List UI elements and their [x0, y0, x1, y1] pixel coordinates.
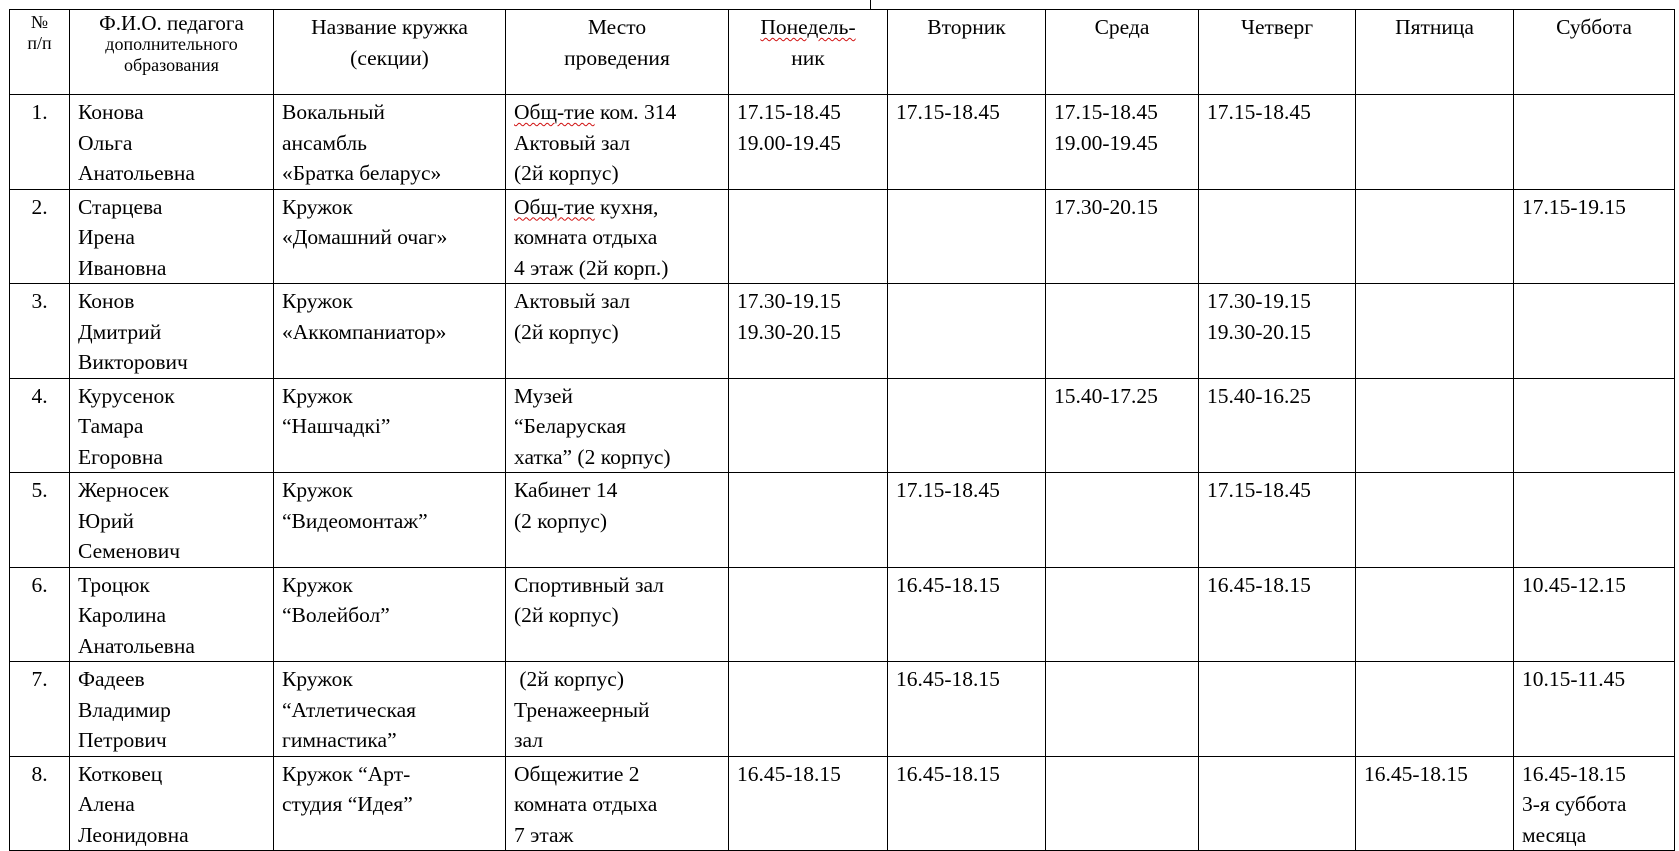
cell-saturday-line: 10.15-11.45 [1522, 667, 1626, 691]
table-row [10, 189, 1675, 284]
cell-teacher-line: Ивановна [78, 255, 167, 280]
cell-thursday [1199, 284, 1356, 379]
cell-club-line: «Домашний очаг» [282, 225, 448, 249]
header-saturday-line: Суббота [1556, 15, 1632, 39]
cell-tuesday-line: 16.45-18.15 [896, 572, 1000, 597]
cell-friday-line: 16.45-18.15 [1364, 761, 1468, 786]
spellcheck-word: Понедель- [760, 15, 856, 39]
cell-wednesday [1046, 567, 1199, 662]
cell-teacher-line: Конов [78, 289, 135, 313]
cell-club-line: “Атлетическая [282, 697, 417, 722]
header-saturday [1514, 10, 1675, 95]
cell-monday [729, 567, 888, 662]
cell-teacher-line: Семенович [78, 539, 181, 563]
header-thursday-line: Четверг [1240, 15, 1314, 39]
cell-num: 2. [10, 189, 70, 284]
cell-num: 5. [10, 473, 70, 568]
cell-place [506, 189, 729, 284]
cell-thursday-line: 17.15-18.45 [1207, 478, 1311, 502]
cell-thursday-line: 17.30-19.15 [1207, 289, 1311, 313]
header-fio-main: Ф.И.О. педагога [99, 11, 244, 35]
cell-club [274, 662, 506, 757]
cell-club-line: Кружок [282, 478, 353, 502]
cell-teacher-line: Алена [78, 792, 135, 816]
cell-place-line: Актовый зал [514, 130, 630, 155]
schedule-body [10, 95, 1675, 851]
cell-teacher [70, 756, 274, 851]
cell-teacher-line: Котковец [78, 761, 163, 786]
cell-saturday-line: 10.45-12.15 [1522, 572, 1626, 597]
cell-num: 8. [10, 756, 70, 851]
cell-place-line: Спортивный зал [514, 572, 664, 597]
cell-thursday-line: 19.30-20.15 [1207, 319, 1311, 344]
spellcheck-word: Общ-тие [514, 194, 595, 219]
cell-friday [1356, 95, 1514, 190]
cell-place [506, 95, 729, 190]
cell-club-line: «Аккомпаниатор» [282, 319, 447, 344]
cell-teacher-line: Ольга [78, 130, 133, 155]
cell-club-line: Вокальный [282, 100, 385, 124]
cell-club-line: ансамбль [282, 130, 367, 155]
cell-wednesday-line: 19.00-19.45 [1054, 130, 1158, 155]
header-monday-line: ник [791, 45, 825, 70]
cell-teacher-line: Владимир [78, 697, 171, 722]
table-row [10, 756, 1675, 851]
cell-tuesday [888, 284, 1046, 379]
header-num-line: п/п [27, 33, 52, 53]
cell-monday [729, 473, 888, 568]
cell-teacher-line: Жерносек [78, 478, 170, 502]
cell-tuesday [888, 378, 1046, 473]
cell-place-line: Музей [514, 383, 573, 408]
cell-monday-line: 17.30-19.15 [737, 289, 841, 313]
cell-thursday [1199, 756, 1356, 851]
cell-place [506, 662, 729, 757]
cell-tuesday [888, 473, 1046, 568]
table-row [10, 662, 1675, 757]
cell-place-line: Общ-тие ком. 314 [514, 100, 677, 124]
cell-place-line: Актовый зал [514, 289, 630, 313]
cell-thursday [1199, 662, 1356, 757]
cell-club-line: гимнастика” [282, 728, 397, 752]
page-margin-mark [870, 0, 871, 9]
cell-place-line: Тренажеерный [514, 697, 650, 722]
cell-monday [729, 378, 888, 473]
cell-friday [1356, 662, 1514, 757]
cell-place-line: (2 корпус) [514, 508, 608, 533]
cell-thursday [1199, 473, 1356, 568]
cell-teacher-line: Анатольевна [78, 633, 195, 658]
header-wednesday-line: Среда [1094, 15, 1150, 39]
cell-monday-line: 16.45-18.15 [737, 761, 841, 786]
cell-teacher-line: Егоровна [78, 444, 163, 469]
cell-club-line: Кружок [282, 667, 353, 691]
schedule-table [9, 9, 1675, 851]
cell-place-line: (2й корпус) [514, 161, 619, 185]
cell-place-line: 7 этаж [514, 822, 574, 847]
cell-tuesday-line: 17.15-18.45 [896, 478, 1000, 502]
cell-place-line: “Беларуская [514, 414, 627, 438]
header-club-line: Название кружка [311, 15, 468, 39]
cell-monday [729, 284, 888, 379]
header-place-line: Место [587, 15, 647, 39]
cell-wednesday [1046, 189, 1199, 284]
cell-wednesday [1046, 284, 1199, 379]
cell-place [506, 284, 729, 379]
table-row [10, 567, 1675, 662]
cell-teacher-line: Юрий [78, 508, 134, 533]
cell-num: 3. [10, 284, 70, 379]
table-row [10, 284, 1675, 379]
cell-thursday-line: 16.45-18.15 [1207, 572, 1311, 597]
cell-teacher-line: Старцева [78, 194, 163, 219]
cell-teacher [70, 473, 274, 568]
cell-wednesday [1046, 756, 1199, 851]
header-num [10, 10, 70, 95]
cell-tuesday [888, 189, 1046, 284]
header-thursday [1199, 10, 1356, 95]
cell-tuesday [888, 662, 1046, 757]
header-num-line: № [30, 12, 49, 32]
cell-place-line: Кабинет 14 [514, 478, 618, 502]
table-row [10, 378, 1675, 473]
cell-saturday-line: месяца [1522, 822, 1587, 847]
cell-monday [729, 756, 888, 851]
cell-saturday [1514, 284, 1675, 379]
cell-club-line: “Видеомонтаж” [282, 508, 428, 533]
cell-saturday [1514, 756, 1675, 851]
cell-tuesday [888, 567, 1046, 662]
header-wednesday [1046, 10, 1199, 95]
cell-teacher-line: Курусенок [78, 383, 175, 408]
cell-monday [729, 189, 888, 284]
cell-monday-line: 19.30-20.15 [737, 319, 841, 344]
cell-wednesday [1046, 95, 1199, 190]
cell-club [274, 756, 506, 851]
cell-teacher [70, 378, 274, 473]
cell-wednesday [1046, 662, 1199, 757]
cell-thursday-line: 17.15-18.45 [1207, 100, 1311, 124]
cell-place-line: 4 этаж (2й корп.) [514, 255, 669, 280]
cell-friday [1356, 567, 1514, 662]
cell-monday-line: 17.15-18.45 [737, 100, 841, 124]
cell-club [274, 567, 506, 662]
cell-thursday [1199, 378, 1356, 473]
cell-num: 4. [10, 378, 70, 473]
cell-num: 1. [10, 95, 70, 190]
cell-friday [1356, 189, 1514, 284]
cell-saturday-line: 16.45-18.15 [1522, 761, 1626, 786]
header-tuesday-line: Вторник [927, 15, 1006, 39]
header-monday [729, 10, 888, 95]
cell-tuesday-line: 16.45-18.15 [896, 667, 1000, 691]
cell-saturday [1514, 473, 1675, 568]
cell-teacher-line: Каролина [78, 603, 167, 627]
cell-saturday-line: 17.15-19.15 [1522, 194, 1626, 219]
cell-club-line: Кружок “Арт- [282, 761, 411, 786]
cell-saturday [1514, 378, 1675, 473]
cell-teacher-line: Ирена [78, 225, 135, 249]
cell-teacher-line: Дмитрий [78, 319, 162, 344]
cell-teacher-line: Конова [78, 100, 144, 124]
cell-tuesday [888, 756, 1046, 851]
cell-teacher [70, 567, 274, 662]
header-place-line: проведения [564, 45, 670, 70]
cell-saturday-line: 3-я суббота [1522, 792, 1627, 816]
cell-club [274, 284, 506, 379]
cell-club-line: “Волейбол” [282, 603, 390, 627]
cell-wednesday [1046, 473, 1199, 568]
cell-friday [1356, 473, 1514, 568]
cell-teacher-line: Петрович [78, 728, 167, 752]
cell-tuesday-line: 17.15-18.45 [896, 100, 1000, 124]
header-monday-line [737, 12, 879, 43]
cell-place [506, 378, 729, 473]
cell-teacher [70, 189, 274, 284]
cell-club [274, 473, 506, 568]
cell-wednesday-line: 17.15-18.45 [1054, 100, 1158, 124]
cell-monday-line: 19.00-19.45 [737, 130, 841, 155]
cell-place-line: Общежитие 2 [514, 761, 640, 786]
cell-place-line: (2й корпус) [514, 319, 619, 344]
cell-saturday [1514, 567, 1675, 662]
cell-place [506, 473, 729, 568]
cell-teacher-line: Викторович [78, 350, 188, 374]
cell-saturday [1514, 189, 1675, 284]
cell-saturday [1514, 662, 1675, 757]
cell-teacher-line: Леонидовна [78, 822, 189, 847]
cell-club-line: “Нашчадкі” [282, 414, 391, 438]
header-friday-line: Пятница [1395, 15, 1474, 39]
cell-place-line: зал [514, 728, 543, 752]
cell-wednesday [1046, 378, 1199, 473]
cell-wednesday-line: 15.40-17.25 [1054, 383, 1158, 408]
cell-friday [1356, 284, 1514, 379]
cell-club-line: «Братка беларус» [282, 161, 442, 185]
cell-teacher-line: Тамара [78, 414, 144, 438]
cell-wednesday-line: 17.30-20.15 [1054, 194, 1158, 219]
header-club-line: (секции) [350, 45, 429, 70]
cell-place-line: (2й корпус) [514, 667, 624, 691]
cell-tuesday-line: 16.45-18.15 [896, 761, 1000, 786]
header-fio [70, 10, 274, 95]
cell-club-line: Кружок [282, 572, 353, 597]
table-row [10, 473, 1675, 568]
cell-place-line: (2й корпус) [514, 603, 619, 627]
cell-thursday-line: 15.40-16.25 [1207, 383, 1311, 408]
table-row [10, 95, 1675, 190]
cell-num: 6. [10, 567, 70, 662]
cell-friday [1356, 378, 1514, 473]
header-fio-sub: дополнительного [105, 34, 238, 54]
cell-thursday [1199, 567, 1356, 662]
cell-monday [729, 95, 888, 190]
cell-club-line: Кружок [282, 194, 353, 219]
cell-teacher-line: Фадеев [78, 667, 145, 691]
cell-club [274, 95, 506, 190]
cell-place-line: хатка” (2 корпус) [514, 444, 671, 469]
header-fio-sub: образования [124, 55, 219, 75]
cell-club-line: Кружок [282, 383, 353, 408]
cell-club [274, 189, 506, 284]
cell-num: 7. [10, 662, 70, 757]
header-row [10, 10, 1675, 95]
cell-teacher [70, 662, 274, 757]
cell-place-line: комната отдыха [514, 225, 658, 249]
cell-teacher-line: Троцюк [78, 572, 150, 597]
spellcheck-word: Общ-тие [514, 100, 595, 124]
cell-thursday [1199, 189, 1356, 284]
cell-place-line: Общ-тие кухня, [514, 194, 659, 219]
cell-tuesday [888, 95, 1046, 190]
cell-club [274, 378, 506, 473]
cell-friday [1356, 756, 1514, 851]
cell-club-line: студия “Идея” [282, 792, 413, 816]
cell-saturday [1514, 95, 1675, 190]
header-place [506, 10, 729, 95]
header-friday [1356, 10, 1514, 95]
cell-teacher [70, 284, 274, 379]
header-tuesday [888, 10, 1046, 95]
cell-thursday [1199, 95, 1356, 190]
header-club [274, 10, 506, 95]
cell-teacher-line: Анатольевна [78, 161, 195, 185]
cell-teacher [70, 95, 274, 190]
cell-place [506, 567, 729, 662]
cell-club-line: Кружок [282, 289, 353, 313]
cell-monday [729, 662, 888, 757]
cell-place [506, 756, 729, 851]
cell-place-line: комната отдыха [514, 792, 658, 816]
